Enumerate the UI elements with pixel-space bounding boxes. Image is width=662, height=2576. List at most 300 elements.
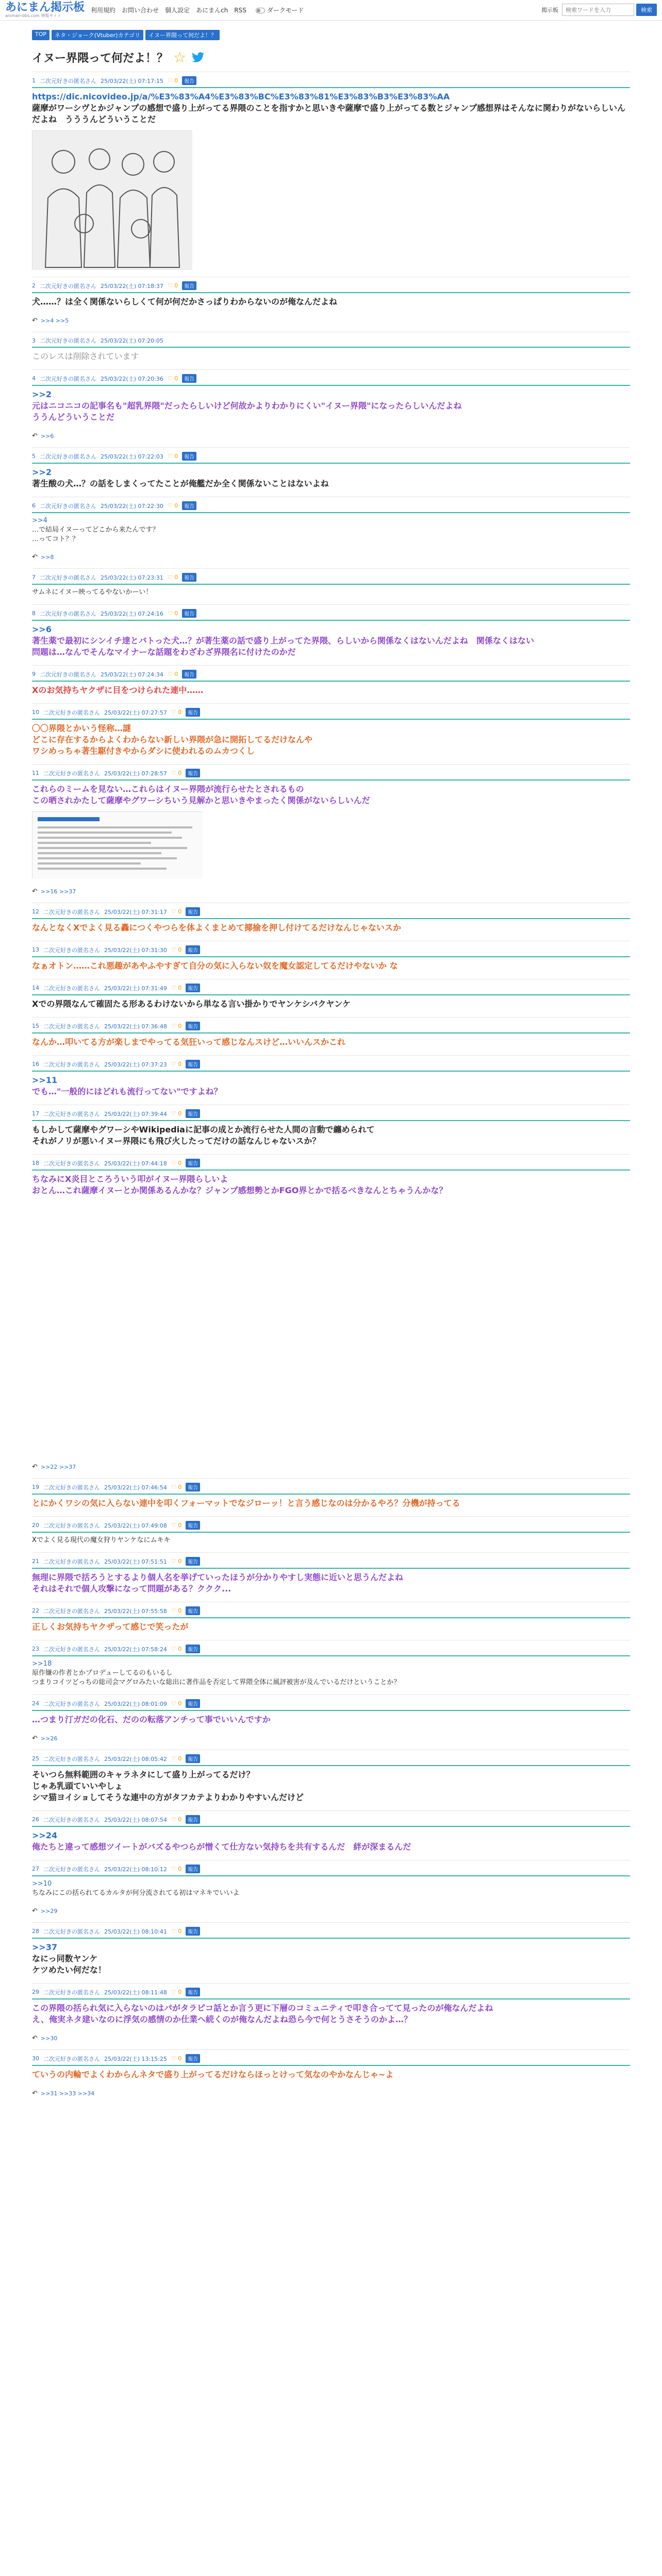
heart-icon: ♡	[167, 282, 173, 289]
post-date: 25/03/22(土) 07:49:08	[104, 1522, 167, 1529]
post-divider	[32, 956, 630, 957]
like-button[interactable]	[171, 1866, 181, 1872]
post-body	[32, 2003, 630, 2025]
post-date: 25/03/22(土) 07:31:30	[104, 946, 167, 954]
post-number[interactable]: 19	[32, 1484, 39, 1490]
post-list	[32, 72, 630, 2105]
like-button[interactable]	[171, 1816, 181, 1823]
post-line: ケツめたい何だな！	[32, 1965, 106, 1975]
reply-anchor-links[interactable]: >>29	[40, 1908, 58, 1914]
post-item	[32, 1602, 630, 1640]
reply-anchor-links[interactable]: >>31 >>33 >>34	[40, 2090, 95, 2097]
post-line: 著生酸の犬…？の話をしまくってたことが俺艦だか全く関係ないことはないよね	[32, 479, 329, 488]
twitter-icon[interactable]	[191, 52, 205, 63]
report-button[interactable]: 報告	[186, 907, 200, 916]
post-divider	[32, 918, 630, 919]
breadcrumb	[32, 30, 630, 40]
heart-icon: ♡	[171, 1816, 176, 1823]
post-header	[32, 945, 630, 954]
post-item	[32, 568, 630, 604]
thread-title-row	[32, 49, 630, 65]
post-body	[32, 1942, 630, 1976]
report-button[interactable]: 報告	[186, 769, 200, 777]
post-item	[32, 332, 630, 369]
report-button[interactable]: 報告	[186, 1557, 200, 1566]
like-button[interactable]	[171, 985, 181, 991]
like-count: 0	[176, 985, 182, 991]
like-button[interactable]	[171, 2055, 181, 2062]
poster-name: 二次元好きの匿名さん	[40, 574, 96, 581]
post-divider	[32, 1568, 630, 1569]
post-header	[32, 1521, 630, 1530]
post-body	[32, 784, 630, 806]
post-line: それがノリが悪いイヌー界隈にも飛び火したってだけの話なんじゃないスか？	[32, 1136, 321, 1146]
post-body	[32, 1498, 630, 1509]
post-line[interactable]: >>10	[32, 1880, 52, 1888]
poster-name: 二次元好きの匿名さん	[43, 1484, 100, 1491]
nav-settings[interactable]: 個人設定	[165, 7, 190, 14]
like-count: 0	[176, 908, 182, 915]
nav-terms[interactable]: 利用規約	[91, 7, 116, 14]
post-body	[32, 1174, 630, 1196]
post-header	[32, 1060, 630, 1069]
report-button[interactable]: 報告	[182, 281, 196, 290]
post-header	[32, 1754, 630, 1763]
post-number[interactable]: 20	[32, 1522, 39, 1529]
poster-name: 二次元好きの匿名さん	[43, 1558, 100, 1565]
heart-icon: ♡	[171, 946, 176, 953]
post-date: 25/03/22(土) 07:44:18	[104, 1160, 167, 1167]
poster-name: 二次元好きの匿名さん	[43, 1160, 100, 1167]
favorite-star-icon[interactable]: ☆	[173, 48, 187, 66]
like-count: 0	[176, 1816, 182, 1823]
heart-icon: ♡	[167, 610, 173, 617]
nav-animanch[interactable]: あにまんch	[196, 7, 228, 14]
like-button[interactable]	[171, 709, 181, 716]
post-number[interactable]: 29	[32, 1989, 39, 1995]
post-item	[32, 1552, 630, 1602]
like-count: 0	[172, 453, 178, 460]
post-date: 25/03/22(土) 07:17:15	[101, 77, 163, 84]
post-line[interactable]: >>6	[32, 624, 52, 634]
post-number[interactable]: 23	[32, 1646, 39, 1652]
logo-title: あにまん掲示板	[5, 1, 85, 14]
like-count: 0	[176, 709, 182, 716]
post-header	[32, 1159, 630, 1167]
poster-name: 二次元好きの匿名さん	[40, 77, 96, 84]
poster-name: 二次元好きの匿名さん	[40, 375, 96, 382]
post-number[interactable]: 18	[32, 1160, 39, 1166]
like-button[interactable]	[171, 1646, 181, 1652]
post-header	[32, 501, 630, 510]
reply-icon: ↶	[32, 1735, 38, 1742]
post-line: なにっ同数ヤンケ	[32, 1954, 98, 1963]
post-number[interactable]: 27	[32, 1866, 39, 1872]
report-button[interactable]: 報告	[182, 670, 196, 679]
like-button[interactable]	[171, 1522, 181, 1529]
poster-name: 二次元好きの匿名さん	[43, 908, 100, 916]
post-divider	[32, 1875, 630, 1876]
like-button[interactable]	[168, 671, 178, 677]
post-divider	[32, 1170, 630, 1171]
post-divider	[32, 719, 630, 720]
post-number[interactable]: 21	[32, 1558, 39, 1565]
post-header	[32, 374, 630, 383]
post-item	[32, 277, 630, 332]
post-number[interactable]: 16	[32, 1061, 39, 1067]
post-item	[32, 1860, 630, 1922]
post-line: 無理に界隈で括ろうとするより個人名を挙げていったほうが分かりやすし実態に近いと思うんだよね	[32, 1572, 404, 1582]
heart-icon: ♡	[171, 1558, 176, 1565]
reply-icon: ↶	[32, 2090, 38, 2097]
like-count: 0	[176, 1755, 182, 1762]
poster-name: 二次元好きの匿名さん	[43, 1700, 100, 1707]
post-divider	[32, 463, 630, 464]
like-count: 0	[176, 1522, 182, 1529]
post-header	[32, 1815, 630, 1824]
post-number[interactable]: 25	[32, 1755, 39, 1762]
post-number[interactable]: 7	[32, 574, 36, 581]
search-input[interactable]	[562, 4, 634, 16]
post-line: 俺たちと違って感想ツイートがバズるやつらが憎くて仕方ない気持ちを共有するんだ 絆が深まるんだ	[32, 1842, 411, 1852]
report-button[interactable]: 報告	[182, 573, 196, 582]
report-button[interactable]: 報告	[182, 609, 196, 618]
heart-icon: ♡	[167, 671, 173, 677]
report-button[interactable]: 報告	[186, 984, 200, 992]
post-header	[32, 1865, 630, 1873]
like-count: 0	[172, 375, 178, 382]
site-header	[0, 0, 662, 21]
report-button[interactable]: 報告	[182, 374, 196, 383]
post-header	[32, 609, 630, 618]
like-button[interactable]	[168, 77, 178, 84]
post-number[interactable]: 12	[32, 908, 39, 915]
post-body	[32, 1037, 630, 1048]
poster-name: 二次元好きの匿名さん	[43, 1755, 100, 1762]
post-item	[32, 665, 630, 703]
like-count: 0	[176, 946, 182, 953]
post-item	[32, 497, 630, 568]
post-header	[32, 1022, 630, 1030]
like-button[interactable]	[171, 1023, 181, 1029]
heart-icon: ♡	[171, 1866, 176, 1872]
heart-icon: ♡	[171, 1160, 176, 1166]
post-line: 著生薬で最初にシンイチ達とバトった犬…？が著生薬の話で盛り上がってた界隈、らしいから関係なくはないんだよね 関係なくはない	[32, 636, 534, 646]
post-date: 25/03/22(土) 08:05:42	[104, 1755, 167, 1762]
toggle-icon	[256, 8, 265, 13]
post-item	[32, 1810, 630, 1860]
post-line[interactable]: >>37	[32, 1942, 58, 1952]
report-button[interactable]: 報告	[186, 1699, 200, 1708]
dark-mode-toggle[interactable]	[253, 6, 304, 14]
post-image[interactable]	[32, 130, 192, 269]
post-body	[32, 685, 630, 696]
report-button[interactable]: 報告	[182, 501, 196, 510]
heart-icon: ♡	[171, 1646, 176, 1652]
post-number[interactable]: 26	[32, 1816, 39, 1823]
post-date: 25/03/22(土) 07:27:57	[104, 709, 167, 716]
heart-icon: ♡	[171, 985, 176, 991]
post-line: 正しくお気持ちヤクザって感じで笑ったが	[32, 1622, 189, 1632]
poster-name: 二次元好きの匿名さん	[43, 1928, 100, 1935]
like-button[interactable]	[171, 1484, 181, 1490]
like-count: 0	[172, 77, 178, 84]
post-line: 原作嫌の作者とかプロデューしてるのもいるし	[32, 1669, 173, 1677]
like-count: 0	[172, 574, 178, 581]
post-divider	[32, 1938, 630, 1939]
post-divider	[32, 292, 630, 293]
like-count: 0	[172, 671, 178, 677]
post-body	[32, 1830, 630, 1853]
post-line[interactable]: >>2	[32, 389, 52, 399]
post-number[interactable]: 24	[32, 1700, 39, 1707]
post-line[interactable]: >>11	[32, 1075, 58, 1085]
post-line[interactable]: >>24	[32, 1831, 58, 1840]
like-count: 0	[176, 1558, 182, 1565]
heart-icon: ♡	[167, 502, 173, 509]
post-body	[32, 351, 630, 362]
site-logo[interactable]	[5, 2, 85, 18]
nav-contact[interactable]: お問い合わせ	[122, 7, 159, 14]
report-button[interactable]: 報告	[182, 76, 196, 85]
top-nav	[91, 6, 304, 14]
post-item	[32, 604, 630, 665]
post-line: …つまり汀ガだの化石、だのの転落アンチって事でいいんですか	[32, 1715, 271, 1724]
poster-name: 二次元好きの匿名さん	[40, 610, 96, 617]
post-date: 25/03/22(土) 07:31:17	[104, 908, 167, 916]
post-date: 25/03/22(土) 07:20:36	[101, 375, 163, 382]
post-divider	[32, 620, 630, 621]
like-button[interactable]	[171, 1061, 181, 1067]
reply-anchor-links[interactable]: >>30	[40, 2035, 58, 2042]
post-divider	[32, 1032, 630, 1033]
report-button[interactable]: 報告	[186, 1159, 200, 1167]
search-scope-select[interactable]: 掲示板	[541, 7, 558, 13]
like-button[interactable]	[171, 1928, 181, 1935]
post-spacer	[32, 1196, 630, 1454]
post-header	[32, 907, 630, 916]
post-number[interactable]: 3	[32, 337, 36, 344]
heart-icon: ♡	[167, 453, 173, 460]
report-button[interactable]: 報告	[186, 1483, 200, 1492]
post-number[interactable]: 30	[32, 2055, 39, 2062]
reply-icon: ↶	[32, 432, 38, 440]
heart-icon: ♡	[171, 1989, 176, 1995]
post-date: 25/03/22(土) 07:46:54	[104, 1484, 167, 1491]
report-button[interactable]: 報告	[186, 1109, 200, 1118]
reply-links	[32, 2090, 630, 2097]
report-button[interactable]: 報告	[186, 1988, 200, 1996]
post-date: 25/03/22(土) 07:55:58	[104, 1607, 167, 1615]
post-number[interactable]: 14	[32, 985, 39, 991]
like-button[interactable]	[171, 770, 181, 776]
post-body	[32, 467, 630, 489]
like-button[interactable]	[171, 1160, 181, 1166]
post-line: そいつら無料範囲のキャラネタにして盛り上がってるだけ？	[32, 1770, 255, 1780]
like-count: 0	[172, 502, 178, 509]
like-button[interactable]	[168, 574, 178, 581]
poster-name: 二次元好きの匿名さん	[43, 1989, 100, 1996]
post-number[interactable]: 13	[32, 946, 39, 953]
post-line: 犬……？は全く関係ないらしくて何が何だかさっぱりわからないのが俺なんだよね	[32, 297, 338, 307]
post-line: なんか…叩いてる方が楽しまでやってる気狂いって感じなんスけど…いいんスかこれ	[32, 1037, 346, 1047]
post-line[interactable]: >>4	[32, 517, 48, 524]
post-item	[32, 1055, 630, 1105]
report-button[interactable]: 報告	[186, 1754, 200, 1763]
post-line[interactable]: https://dic.nicovideo.jp/a/%E3%83%A4%E3%83%BC%E3%83%81%E3%83%B3%E3%83%AA	[32, 92, 450, 101]
post-line: もしかして薩摩やグワーシやWikipediaに記事の成とか流行らせた人間の言動で纏められて	[32, 1125, 375, 1134]
report-button[interactable]: 報告	[186, 1060, 200, 1069]
report-button[interactable]: 報告	[186, 1927, 200, 1936]
post-image[interactable]	[32, 811, 202, 878]
post-body	[32, 516, 630, 544]
like-count: 0	[176, 1866, 182, 1872]
post-item	[32, 1750, 630, 1810]
like-button[interactable]	[171, 908, 181, 915]
post-number[interactable]: 10	[32, 709, 39, 716]
post-divider	[32, 1617, 630, 1618]
post-line: 元はニコニコの記事名も"超乳界隈"だったらしいけど何故かよりわかりにくい"イヌー界隈"になったらしいんだよね	[32, 401, 462, 411]
like-button[interactable]	[171, 1700, 181, 1707]
reply-anchor-links[interactable]: >>16 >>37	[40, 888, 76, 895]
post-date: 25/03/22(土) 08:07:54	[104, 1816, 167, 1823]
like-button[interactable]	[168, 502, 178, 509]
report-button[interactable]: 報告	[186, 945, 200, 954]
post-header	[32, 1557, 630, 1566]
post-header	[32, 984, 630, 992]
post-body	[32, 1659, 630, 1687]
search-button[interactable]: 検索	[636, 4, 657, 16]
heart-icon: ♡	[171, 1607, 176, 1614]
post-date: 25/03/22(土) 08:01:09	[104, 1700, 167, 1707]
post-number[interactable]: 8	[32, 610, 36, 617]
poster-name: 二次元好きの匿名さん	[43, 1607, 100, 1615]
post-header	[32, 573, 630, 582]
post-number[interactable]: 9	[32, 671, 36, 677]
post-divider	[32, 681, 630, 682]
like-count: 0	[172, 610, 178, 617]
post-date: 25/03/22(土) 07:28:57	[104, 770, 167, 777]
reply-icon: ↶	[32, 888, 38, 895]
dark-mode-label: ダークモード	[267, 7, 304, 14]
like-button[interactable]	[171, 1755, 181, 1762]
reply-links	[32, 432, 630, 440]
post-item	[32, 903, 630, 941]
post-line: ちなみにX炎目ところういう叩がイヌー界隈らしいよ	[32, 1174, 228, 1184]
heart-icon: ♡	[171, 1928, 176, 1935]
post-line: じゃあ乳頭ていいやしょ	[32, 1781, 123, 1791]
main-content	[11, 30, 651, 2105]
reply-links	[32, 1463, 630, 1471]
post-date: 25/03/22(土) 07:24:16	[101, 610, 163, 617]
like-button[interactable]	[171, 946, 181, 953]
post-number[interactable]: 2	[32, 282, 36, 289]
like-button[interactable]	[168, 453, 178, 460]
poster-name: 二次元好きの匿名さん	[43, 1023, 100, 1030]
post-line: ワシめっちゃ著生駆付きやからダシに使われるのムカつくし	[32, 746, 255, 756]
heart-icon: ♡	[171, 2055, 176, 2062]
post-number[interactable]: 11	[32, 770, 39, 776]
post-line: ううんどういうことだ	[32, 412, 115, 422]
reply-links	[32, 1907, 630, 1915]
post-number[interactable]: 15	[32, 1023, 39, 1029]
post-number[interactable]: 22	[32, 1607, 39, 1614]
post-number[interactable]: 6	[32, 502, 36, 509]
report-button[interactable]: 報告	[182, 452, 196, 461]
report-button[interactable]: 報告	[186, 708, 200, 717]
post-line: Xでよく見る現代の魔女狩りヤンケなにムキキ	[32, 1536, 171, 1544]
post-line: このレスは削除されています	[32, 351, 139, 361]
report-button[interactable]: 報告	[186, 2054, 200, 2063]
breadcrumb-category[interactable]: ネタ・ジョーク(Vtuber)カテゴリ	[52, 30, 143, 40]
post-number[interactable]: 4	[32, 375, 36, 382]
search-area	[540, 4, 657, 16]
like-button[interactable]	[168, 610, 178, 617]
reply-icon: ↶	[32, 1907, 38, 1915]
post-item	[32, 1516, 630, 1552]
post-divider	[32, 1710, 630, 1711]
post-item	[32, 764, 630, 903]
post-header	[32, 76, 630, 85]
reply-anchor-links[interactable]: >>22 >>37	[40, 1464, 76, 1470]
report-button[interactable]: 報告	[186, 1606, 200, 1615]
post-body	[32, 588, 630, 597]
like-count: 0	[176, 1110, 182, 1117]
post-line[interactable]: >>2	[32, 467, 52, 477]
post-header	[32, 670, 630, 679]
post-line[interactable]: >>18	[32, 1660, 52, 1668]
like-button[interactable]	[168, 282, 178, 289]
reply-anchor-links[interactable]: >>8	[40, 554, 54, 561]
reply-anchor-links[interactable]: >>4 >>5	[40, 317, 69, 324]
reply-anchor-links[interactable]: >>26	[40, 1735, 58, 1742]
post-number[interactable]: 5	[32, 453, 36, 460]
like-button[interactable]	[171, 1558, 181, 1565]
report-button[interactable]: 報告	[186, 1865, 200, 1873]
reply-links	[32, 1735, 630, 1742]
post-number[interactable]: 28	[32, 1928, 39, 1935]
report-button[interactable]: 報告	[186, 1521, 200, 1530]
reply-anchor-links[interactable]: >>6	[40, 433, 54, 439]
post-number[interactable]: 17	[32, 1110, 39, 1117]
post-line: 薩摩がワーシヴとかジャンプの感想で盛り上がってる界隈のことを指すかと思いきや薩摩で盛り上がってる数とジャンプ感想界はそんなに関わりがないらしいんだよね うううんどういうことだ	[32, 103, 626, 124]
post-body	[32, 296, 630, 308]
report-button[interactable]: 報告	[186, 1022, 200, 1030]
like-button[interactable]	[171, 1110, 181, 1117]
post-date: 25/03/22(土) 07:22:03	[101, 453, 163, 460]
post-line: この晒されかたして薩摩やグワーシちいう見解かと思いきやまったく関係がないらしいんだ	[32, 795, 370, 805]
post-line: …ってコト？？	[32, 535, 79, 543]
nav-rss[interactable]: RSS	[234, 6, 246, 14]
like-button[interactable]	[168, 375, 178, 382]
post-line: でも…"一般的にはどれも流行ってない"ですよね？	[32, 1087, 222, 1096]
reply-icon: ↶	[32, 317, 38, 325]
breadcrumb-top[interactable]: TOP	[32, 30, 49, 40]
like-button[interactable]	[171, 1607, 181, 1614]
report-button[interactable]: 報告	[186, 1815, 200, 1824]
post-item	[32, 1922, 630, 1983]
report-button[interactable]: 報告	[186, 1645, 200, 1653]
post-line: ていうの内輪でよくわからんネタで盛り上がってるだけならほっとけって気なのやかなんじゃ~よ	[32, 2070, 394, 2079]
heart-icon: ♡	[171, 1700, 176, 1707]
post-body	[32, 998, 630, 1010]
post-body	[32, 1879, 630, 1898]
like-button[interactable]	[171, 1989, 181, 1995]
post-number[interactable]: 1	[32, 77, 36, 84]
poster-name: 二次元好きの匿名さん	[40, 282, 96, 290]
reply-links	[32, 553, 630, 561]
breadcrumb-thread[interactable]: イヌー界隈って何だよ！？	[145, 30, 220, 40]
